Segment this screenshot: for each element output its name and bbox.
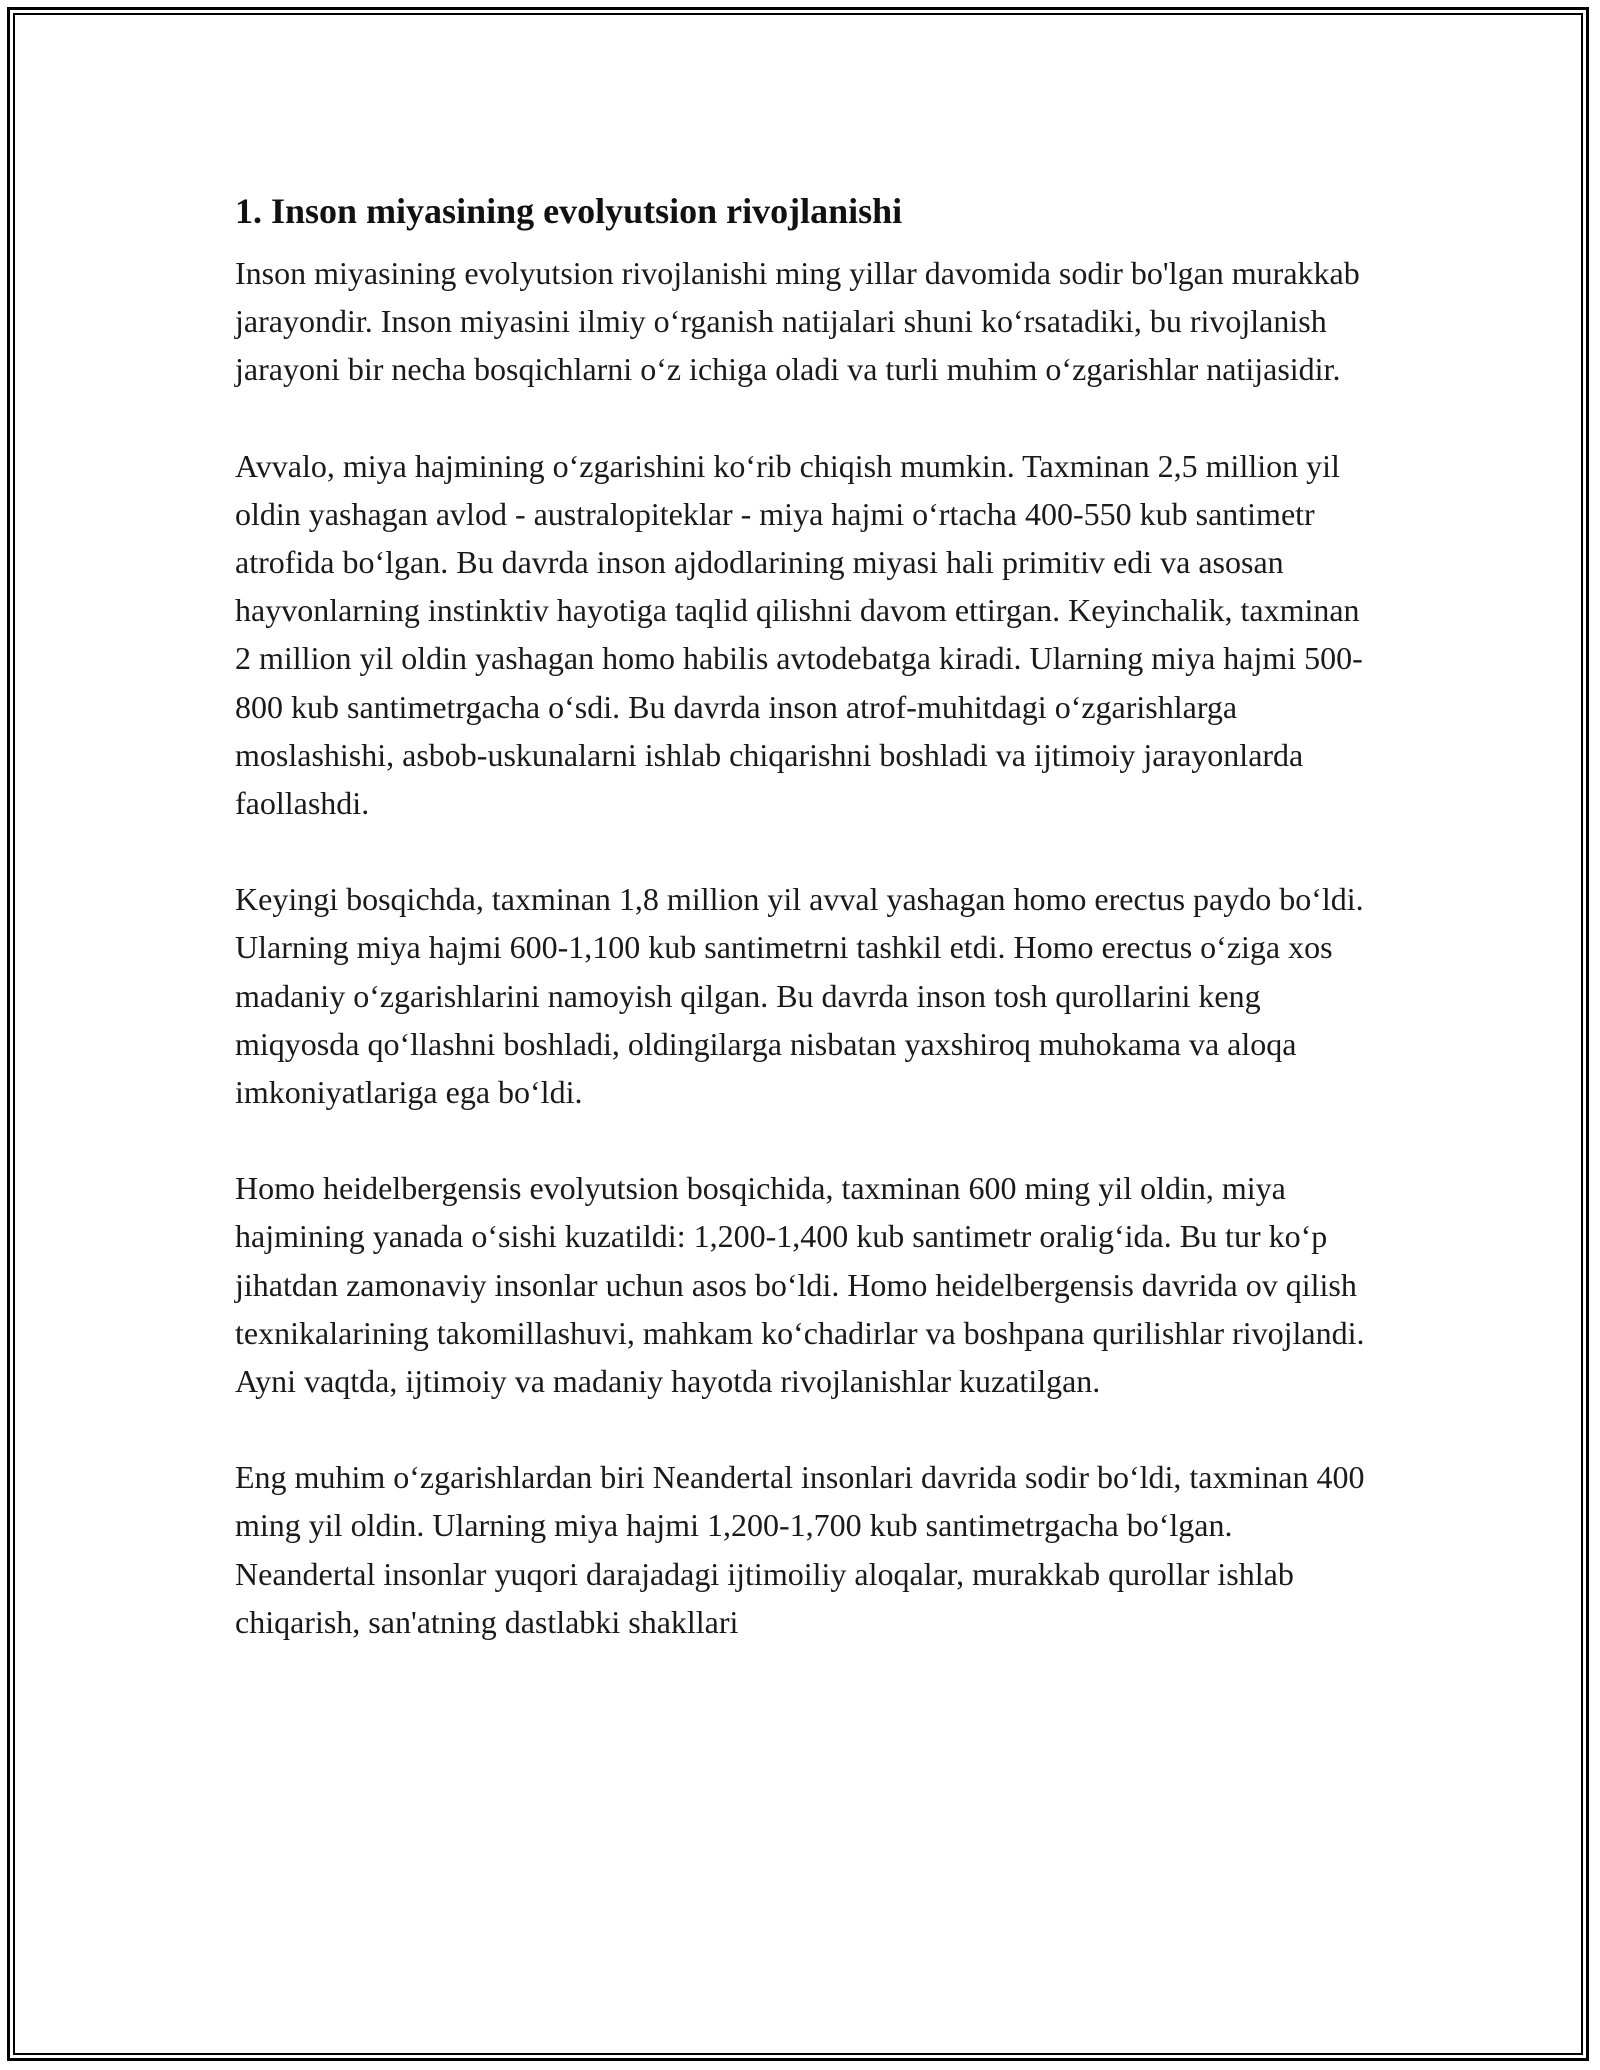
- paragraph: Avvalo, miya hajmining o‘zgarishini ko‘rib chiqish mumkin. Taxminan 2,5 million yil oldin yashagan avlod - australopiteklar - miya hajmi o‘rtacha 400-550 kub santimetr atrofida bo‘lgan. Bu davrda inson ajdodlarining miyasi hali primitiv edi va asosan hayvonlarning instinktiv hayotiga taqlid qilishni davom ettirgan. Keyinchalik, taxminan 2 million yil oldin yashagan homo habilis avtodebatga kiradi. Ularning miya hajmi 500-800 kub santimetrgacha o‘sdi. Bu davrda inson atrof-muhitdagi o‘zgarishlarga moslashishi, asbob-uskunalarni ishlab chiqarishni boshladi va ijtimoiy jarayonlarda faollashdi.: [235, 447, 1363, 822]
- paragraph: Keyingi bosqichda, taxminan 1,8 million yil avval yashagan homo erectus paydo bo‘ldi. Ularning miya hajmi 600-1,100 kub santimetrni tashkil etdi. Homo erectus o‘ziga xos madaniy o‘zgarishlarini namoyish qilgan. Bu davrda inson tosh qurollarini keng miqyosda qo‘llashni boshladi, oldingilarga nisbatan yaxshiroq muhokama va aloqa imkoniyatlariga ega bo‘ldi.: [235, 881, 1364, 1111]
- paragraph: Homo heidelbergensis evolyutsion bosqichida, taxminan 600 ming yil oldin, miya hajmining yanada o‘sishi kuzatildi: 1,200-1,400 kub santimetr oralig‘ida. Bu tur ko‘p jihatdan zamonaviy insonlar uchun asos bo‘ldi. Homo heidelbergensis davrida ov qilish texnikalarining takomillashuvi, mahkam ko‘chadirlar va boshpana qurilishlar rivojlandi. Ayni vaqtda, ijtimoiy va madaniy hayotda rivojlanishlar kuzatilgan.: [235, 1170, 1365, 1400]
- document-body: [235, 187, 1370, 1694]
- paragraph: Eng muhim o‘zgarishlardan biri Neandertal insonlari davrida sodir bo‘ldi, taxminan 400 ming yil oldin. Ularning miya hajmi 1,200-1,700 kub santimetrgacha bo‘lgan. Neandertal insonlar yuqori darajadagi ijtimoiliy aloqalar, murakkab qurollar ishlab chiqarish, san'atning dastlabki shakllari: [235, 1459, 1365, 1640]
- section-heading: 1. Inson miyasining evolyutsion rivojlanishi: [235, 191, 903, 231]
- paragraph: Inson miyasining evolyutsion rivojlanishi ming yillar davomida sodir bo'lgan murakkab jarayondir. Inson miyasini ilmiy o‘rganish natijalari shuni ko‘rsatadiki, bu rivojlanish jarayoni bir necha bosqichlarni o‘z ichiga oladi va turli muhim o‘zgarishlar natijasidir.: [235, 255, 1360, 388]
